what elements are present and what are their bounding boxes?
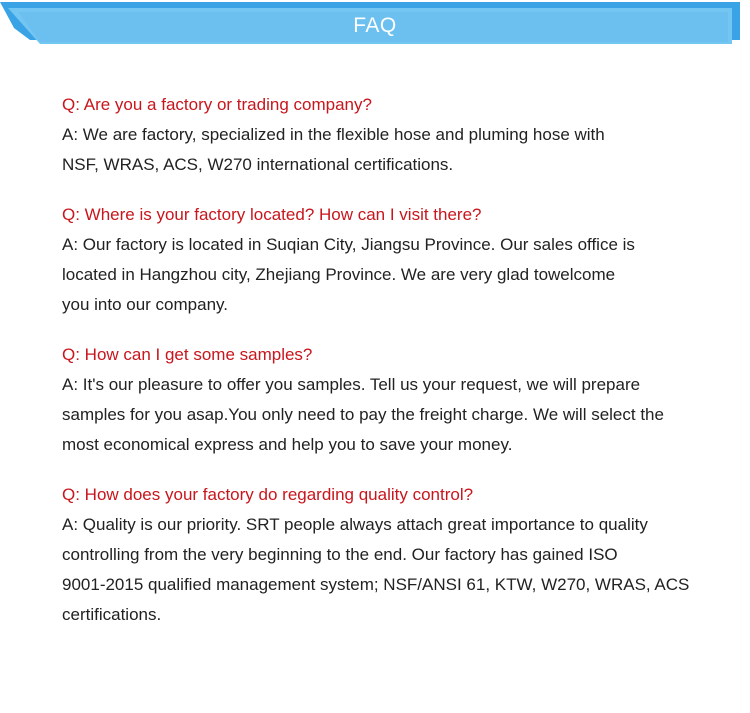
faq-answer <box>62 370 722 460</box>
faq-item <box>62 340 722 460</box>
faq-answer <box>62 120 722 180</box>
answer-line: certifications. <box>62 605 162 624</box>
answer-line: A: We are factory, specialized in the flexible hose and pluming hose with <box>62 125 605 144</box>
page-title: FAQ <box>353 14 397 37</box>
answer-line: A: Our factory is located in Suqian City, Jiangsu Province. Our sales office is <box>62 235 635 254</box>
faq-answer <box>62 510 722 630</box>
faq-question: Q: Are you a factory or trading company? <box>62 95 372 114</box>
faq-list <box>62 90 722 650</box>
faq-question: Q: How does your factory do regarding quality control? <box>62 485 474 504</box>
answer-line: 9001-2015 qualified management system; NSF/ANSI 61, KTW, W270, WRAS, ACS <box>62 575 690 594</box>
answer-line: A: It's our pleasure to offer you samples. Tell us your request, we will prepare <box>62 375 641 394</box>
answer-line: most economical express and help you to save your money. <box>62 435 513 454</box>
faq-question: Q: How can I get some samples? <box>62 345 313 364</box>
answer-line: located in Hangzhou city, Zhejiang Province. We are very glad towelcome <box>62 265 616 284</box>
answer-line: A: Quality is our priority. SRT people always attach great importance to quality <box>62 515 648 534</box>
faq-item <box>62 200 722 320</box>
answer-line: samples for you asap.You only need to pay the freight charge. We will select the <box>62 405 664 424</box>
faq-answer <box>62 230 722 320</box>
answer-line: controlling from the very beginning to the end. Our factory has gained ISO <box>62 545 618 564</box>
answer-line: you into our company. <box>62 295 228 314</box>
answer-line: NSF, WRAS, ACS, W270 international certifications. <box>62 155 454 174</box>
faq-item <box>62 480 722 630</box>
faq-item <box>62 90 722 180</box>
faq-question: Q: Where is your factory located? How can I visit there? <box>62 205 482 224</box>
faq-banner <box>0 0 750 50</box>
